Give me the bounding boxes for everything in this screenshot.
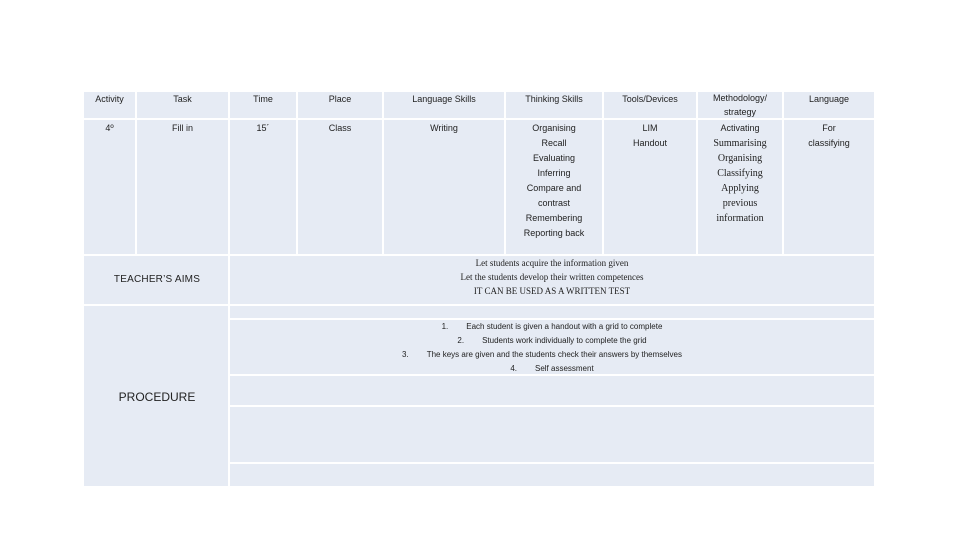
header-methodology-line: Methodology/: [712, 93, 768, 103]
cell-place: Class: [328, 123, 352, 133]
aim-line: Let students acquire the information given: [475, 258, 629, 268]
thinking-skill-item: Compare and: [526, 183, 582, 193]
cell-activity: 4º: [105, 123, 114, 133]
step-number: 3.: [402, 350, 409, 359]
methodology-item: Activating: [720, 123, 760, 133]
step-text: Each student is given a handout with a grid to complete: [466, 322, 663, 331]
procedure-steps: [230, 320, 874, 376]
cell-language: [784, 121, 874, 151]
language-item: classifying: [808, 138, 850, 148]
column-divider: [602, 92, 604, 255]
header-time: Time: [253, 94, 273, 104]
teachers-aims-text: [230, 256, 874, 298]
language-item: For: [822, 123, 836, 133]
thinking-skill-item: Inferring: [537, 168, 571, 178]
cell-time: 15´: [256, 123, 270, 133]
step-number: 2.: [457, 336, 465, 345]
methodology-item: previous: [722, 198, 758, 209]
methodology-item: Summarising: [713, 138, 767, 149]
step-text: The keys are given and the students check their answers by themselves: [426, 350, 682, 359]
header-tools-devices: Tools/Devices: [622, 94, 678, 104]
cell-methodology: [698, 121, 782, 226]
thinking-skill-item: Remembering: [525, 213, 583, 223]
header-place: Place: [328, 94, 352, 104]
cell-task: Fill in: [171, 123, 193, 133]
step-text: Students work individually to complete the grid: [482, 336, 647, 345]
aim-line: Let the students develop their written competences: [460, 272, 644, 282]
thinking-skill-item: Reporting back: [523, 228, 585, 238]
step-number: 1.: [441, 322, 449, 331]
procedure-step: [230, 320, 874, 334]
cell-language-skills: Writing: [430, 123, 458, 133]
methodology-item: Applying: [721, 183, 759, 194]
row-divider: [230, 462, 874, 464]
methodology-item: Organising: [717, 153, 763, 164]
header-methodology-line: strategy: [723, 107, 756, 117]
methodology-item: information: [716, 213, 764, 224]
procedure-step: [210, 348, 874, 362]
step-number: 4.: [510, 364, 517, 373]
row-divider: [230, 405, 874, 407]
procedure-step: [230, 362, 874, 376]
header-language: Language: [808, 94, 850, 104]
thinking-skill-item: Recall: [541, 138, 567, 148]
header-thinking-skills: Thinking Skills: [525, 94, 583, 104]
teachers-aims-label: TEACHER’S AIMS: [113, 274, 201, 285]
column-divider: [296, 92, 298, 255]
column-divider: [782, 92, 784, 255]
header-task: Task: [173, 94, 192, 104]
column-divider: [382, 92, 384, 255]
column-divider: [135, 92, 137, 255]
thinking-skill-item: contrast: [537, 198, 570, 208]
lesson-plan-table: [84, 92, 874, 486]
tool-item: Handout: [632, 138, 668, 148]
header-language-skills: Language Skills: [412, 94, 476, 104]
row-divider: [84, 304, 874, 306]
header-activity: Activity: [95, 94, 124, 104]
procedure-step: [230, 334, 874, 348]
aim-line: IT CAN BE USED AS A WRITTEN TEST: [473, 286, 631, 296]
thinking-skill-item: Evaluating: [532, 153, 576, 163]
cell-thinking-skills: [506, 121, 602, 241]
procedure-label: PROCEDURE: [118, 390, 196, 404]
methodology-item: Classifying: [717, 168, 763, 179]
step-text: Self assessment: [534, 364, 594, 373]
thinking-skill-item: Organising: [532, 123, 576, 133]
header-methodology: [698, 91, 782, 119]
tool-item: LIM: [642, 123, 658, 133]
cell-tools-devices: [604, 121, 696, 151]
